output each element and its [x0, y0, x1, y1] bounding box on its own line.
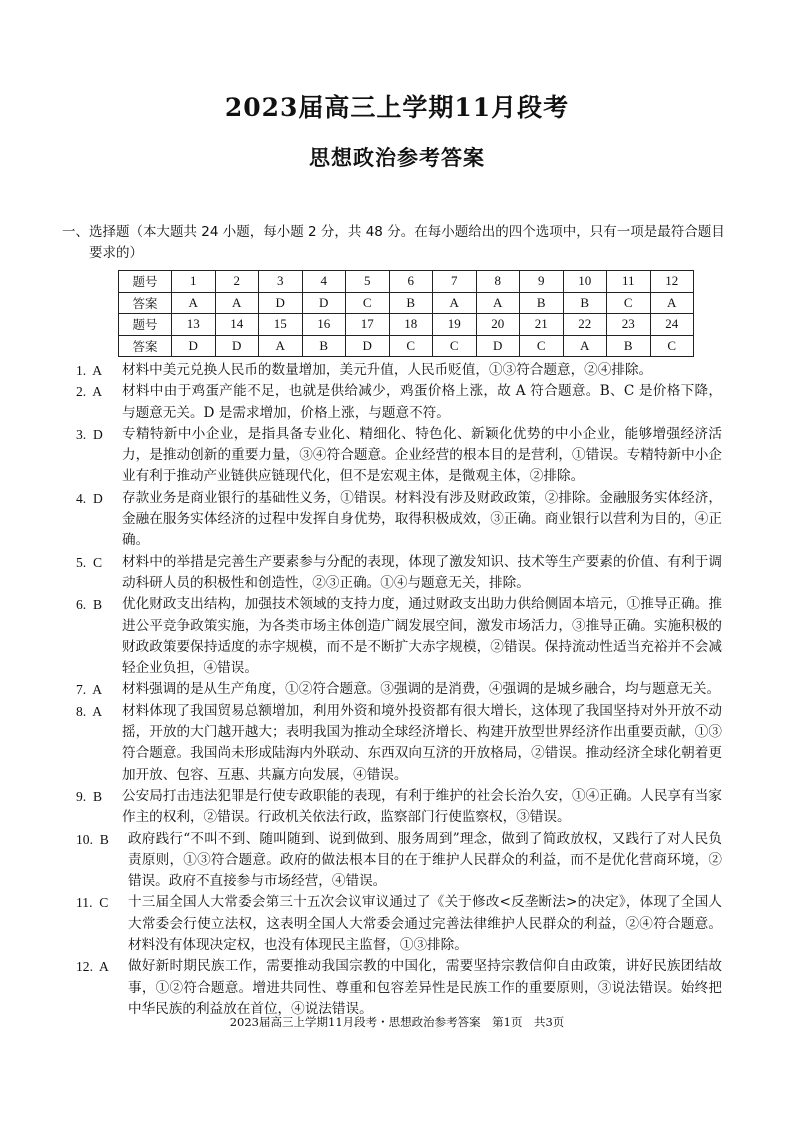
answer-cell: A [476, 292, 520, 314]
row-label: 题号 [119, 314, 172, 336]
answer-explanations [76, 360, 722, 1020]
answer-item [76, 488, 722, 552]
page-footer: 2023届高三上学期11月段考・思想政治参考答案 第1页 共3页 [229, 1015, 565, 1029]
answer-item [76, 829, 722, 893]
question-number-cell: 8 [476, 271, 520, 293]
page-subtitle: 思想政治参考答案 [309, 145, 485, 170]
item-number-answer: 1. A [76, 363, 103, 378]
answer-cell: A [563, 335, 607, 357]
item-number-answer: 7. A [76, 682, 103, 698]
question-number-cell: 2 [215, 271, 259, 293]
answer-cell: A [433, 292, 477, 314]
answer-cell: B [520, 292, 564, 314]
row-label: 答案 [119, 292, 172, 314]
answer-cell: C [433, 335, 477, 357]
answer-item [76, 360, 722, 381]
question-number-cell: 3 [259, 271, 303, 293]
item-number-answer: 3. D [76, 426, 103, 442]
answer-item [76, 892, 722, 956]
answer-cell: C [520, 335, 564, 357]
answer-item [76, 552, 722, 595]
question-number-row [119, 314, 694, 336]
answer-cell: A [259, 335, 303, 357]
section-number: 一、 [62, 224, 89, 240]
answer-cell: D [215, 335, 259, 357]
question-number-cell: 17 [346, 314, 390, 336]
question-number-cell: 10 [563, 271, 607, 293]
item-number-answer: 2. A [76, 384, 103, 400]
item-explanation: 公安局打击违法犯罪是行使专政职能的表现，有利于维护的社会长治久安，①④正确。人民享有当家作主的权利，②错误。行政机关依法行政，监察部门行使监察权，③错误。 [122, 787, 722, 826]
item-explanation: 优化财政支出结构，加强技术领域的支持力度，通过财政支出助力供给侧固本培元，①推导正确。推进公平竞争政策实施，为各类市场主体创造广阔发展空间，激发市场活力，③推导正确。实施积极的财政政策要保持适度的赤字规模，而不是不断扩大赤字规模，②错误。保持流动性适当充裕并不会减轻企业负担，④错误。 [122, 596, 722, 677]
answer-cell: C [650, 335, 694, 357]
answer-cell: B [607, 335, 651, 357]
question-number-cell: 6 [389, 271, 433, 293]
answer-cell: C [607, 292, 651, 314]
answer-item [76, 594, 722, 679]
question-number-cell: 18 [389, 314, 433, 336]
answer-cell: C [389, 335, 433, 357]
answer-cell: B [302, 335, 346, 357]
item-explanation: 十三届全国人大常委会第三十五次会议审议通过了《关于修改<反垄断法>的决定》，体现了全国人大常委会行使立法权，这表明全国人大常委会通过完善法律维护人民群众的利益，②④符合题意。材料没有体现决定权，也没有体现民主监督，①③排除。 [128, 894, 722, 954]
item-number-answer: 8. A [76, 703, 103, 719]
question-number-cell: 16 [302, 314, 346, 336]
section-heading [62, 222, 732, 264]
row-label: 题号 [119, 271, 172, 293]
answer-cell: A [215, 292, 259, 314]
item-explanation: 存款业务是商业银行的基础性义务，①错误。材料没有涉及财政政策，②排除。金融服务实体经济，金融在服务实体经济的过程中发挥自身优势，取得积极成效，③正确。商业银行以营利为目的，④正确。 [122, 489, 722, 549]
answer-cell: D [259, 292, 303, 314]
item-number-answer: 10. B [76, 831, 109, 847]
question-number-cell: 20 [476, 314, 520, 336]
answer-row [119, 292, 694, 314]
answer-cell: A [172, 292, 216, 314]
item-explanation: 做好新时期民族工作，需要推动我国宗教的中国化，需要坚持宗教信仰自由政策，讲好民族团结故事，①②符合题意。增进共同性、尊重和包容差异性是民族工作的重要原则，③说法错误。始终把中华民族的利益放在首位，④说法错误。 [128, 958, 722, 1017]
item-number-answer: 4. D [76, 490, 103, 506]
item-explanation: 材料中的举措是完善生产要素参与分配的表现，体现了激发知识、技术等生产要素的价值、有利于调动科研人员的积极性和创造性，②③正确。①④与题意无关，排除。 [122, 553, 722, 591]
item-number-answer: 6. B [76, 597, 103, 613]
answer-cell: C [346, 292, 390, 314]
answer-item [76, 679, 722, 700]
answer-item [76, 381, 722, 424]
question-number-cell: 1 [172, 271, 216, 293]
row-label: 答案 [119, 335, 172, 357]
section-instructions: 选择题（本大题共 24 小题，每小题 2 分，共 48 分。在每小题给出的四个选项中，只有一项是最符合题目要求的） [89, 224, 725, 261]
item-explanation: 材料强调的是从生产角度，①②符合题意。③强调的是消费，④强调的是城乡融合，均与题意无关。 [122, 681, 721, 698]
page-title: 2023届高三上学期11月段考 [224, 93, 570, 122]
answer-table [118, 270, 694, 357]
answer-cell: A [650, 292, 694, 314]
item-number-answer: 5. C [76, 554, 103, 570]
item-number-answer: 12. A [76, 959, 109, 975]
question-number-cell: 13 [172, 314, 216, 336]
answer-item [76, 786, 722, 829]
answer-cell: D [172, 335, 216, 357]
answer-cell: D [346, 335, 390, 357]
question-number-cell: 19 [433, 314, 477, 336]
question-number-cell: 14 [215, 314, 259, 336]
question-number-cell: 22 [563, 314, 607, 336]
answer-cell: B [389, 292, 433, 314]
question-number-cell: 15 [259, 314, 303, 336]
item-number-answer: 11. C [76, 895, 109, 911]
question-number-cell: 12 [650, 271, 694, 293]
answer-item [76, 701, 722, 786]
question-number-cell: 21 [520, 314, 564, 336]
answer-row [119, 335, 694, 357]
question-number-cell: 24 [650, 314, 694, 336]
answer-cell: B [563, 292, 607, 314]
question-number-cell: 11 [607, 271, 651, 293]
item-number-answer: 9. B [76, 788, 103, 804]
item-explanation: 政府践行“不叫不到、随叫随到、说到做到、服务周到”理念，做到了简政放权，又践行了对人民负责原则，①③符合题意。政府的做法根本目的在于维护人民群众的利益，而不是优化营商环境，②错误。政府不直接参与市场经营，④错误。 [128, 830, 722, 890]
question-number-cell: 7 [433, 271, 477, 293]
question-number-cell: 4 [302, 271, 346, 293]
item-explanation: 专精特新中小企业，是指具备专业化、精细化、特色化、新颖化优势的中小企业，能够增强经济活力，是推动创新的重要力量，③④符合题意。企业经营的根本目的是营利，①错误。专精特新中小企业有利于推动产业链供应链现代化，但不是宏观主体，是微观主体，②排除。 [122, 425, 722, 485]
answer-item [76, 956, 722, 1020]
item-explanation: 材料中美元兑换人民币的数量增加，美元升值，人民币贬值，①③符合题意，②④排除。 [122, 362, 653, 378]
item-explanation: 材料体现了我国贸易总额增加，利用外资和境外投资都有很大增长，这体现了我国坚持对外开放不动摇，开放的大门越开越大；表明我国为推动全球经济增长、构建开放型世界经济作出重要贡献，①③符合题意。我国尚未形成陆海内外联动、东西双向互济的开放格局，②错误。推动经济全球化朝着更加开放、包容、互惠、共赢方向发展，④错误。 [122, 702, 722, 783]
question-number-row [119, 271, 694, 293]
item-explanation: 材料中由于鸡蛋产能不足，也就是供给减少，鸡蛋价格上涨，故 A 符合题意。B、C 是价格下降，与题意无关。D 是需求增加，价格上涨，与题意不符。 [122, 383, 722, 421]
answer-cell: D [302, 292, 346, 314]
answer-item [76, 424, 722, 488]
question-number-cell: 9 [520, 271, 564, 293]
question-number-cell: 5 [346, 271, 390, 293]
answer-cell: D [476, 335, 520, 357]
question-number-cell: 23 [607, 314, 651, 336]
